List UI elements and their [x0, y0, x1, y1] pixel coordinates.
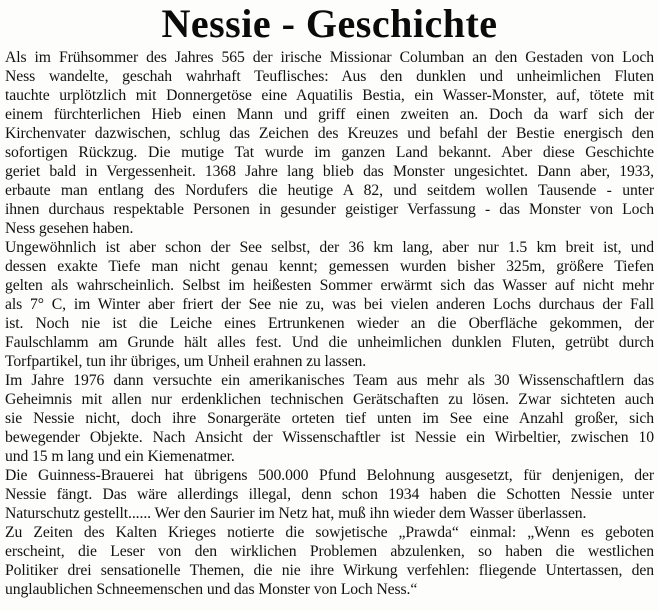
text-line: sie Nessie nicht, doch ihre Sonargeräte orteten tief unten im See eine Anzahl großer, sich — [5, 410, 654, 427]
text-line: Im Jahre 1976 dann versuchte ein amerikanisches Team aus mehr als 30 Wissenschaftlern das — [5, 372, 654, 389]
text-line: als 7° C, im Winter aber friert der See nie zu, was bei vielen anderen Lochs durchaus der Fall — [5, 296, 654, 313]
text-line: tauchte urplötzlich mit Donnergetöse eine Aquatilis Bestia, ein Wasser-Monster, auf, tötete mit — [5, 87, 654, 104]
paragraph — [5, 238, 654, 371]
text-line: Die Guinness-Brauerei hat übrigens 500.000 Pfund Belohnung ausgesetzt, für denjenigen, der — [5, 467, 654, 484]
text-line: erscheint, die Leser von den wirklichen Problemen abzulenken, so haben die westlichen — [5, 543, 654, 560]
text-line: Zu Zeiten des Kalten Krieges notierte die sowjetische „Prawda“ einmal: „Wenn es geboten — [5, 524, 654, 541]
text-line: sofortigen Rückzug. Die mutige Tat wurde im ganzen Land bekannt. Aber diese Geschichte — [5, 144, 654, 161]
text-line: unglaublichen Schneemenschen und das Monster von Loch Ness.“ — [5, 581, 418, 598]
text-line: Naturschutz gestellt...... Wer den Saurier im Netz hat, muß ihn wieder dem Wasser überlassen. — [5, 505, 587, 522]
text-line: Ungewöhnlich ist aber schon der See selbst, der 36 km lang, aber nur 1.5 km breit ist, und — [5, 239, 654, 256]
text-line: Politiker drei sensationelle Themen, die nie ihre Wirkung verfehlen: fliegende Untertassen, den — [5, 562, 654, 579]
paragraph — [5, 48, 654, 238]
text-line: erbaute man entlang des Nordufers die heutige A 82, und seitdem wollen Tausende - unter — [5, 182, 654, 199]
paragraph — [5, 466, 654, 523]
document-title: Nessie - Geschichte — [161, 1, 498, 46]
paragraph — [5, 371, 654, 466]
text-line: Faulschlamm am Grunde hält alles fest. Und die unheimlichen dunklen Fluten, getrübt durch — [5, 334, 654, 351]
text-line: Geheimnis mit allen nur erdenklichen technischen Gerätschaften zu lösen. Zwar sichteten auch — [5, 391, 654, 408]
text-line: bewegender Objekte. Nach Ansicht der Wissenschaftler ist Nessie ein Wirbeltier, zwischen 10 — [5, 429, 654, 446]
text-line: ist. Noch nie ist die Leiche eines Ertrunkenen wieder an die Oberfläche gekommen, der — [5, 315, 654, 332]
text-line: geriet bald in Vergessenheit. 1368 Jahre lang blieb das Monster ungesichtet. Dann aber, 1933, — [5, 163, 654, 180]
paragraph — [5, 523, 654, 599]
text-line: Ness gesehen haben. — [5, 220, 134, 237]
text-line: gelten als wahrscheinlich. Selbst im heißesten Sommer erwärmt sich das Wasser auf nicht mehr — [5, 277, 654, 294]
text-line: Als im Frühsommer des Jahres 565 der irische Missionar Columban an den Gestaden von Loch — [5, 49, 654, 66]
text-line: Ness wandelte, geschah wahrhaft Teuflisches: Aus den dunklen und unheimlichen Fluten — [5, 68, 654, 85]
text-line: dessen exakte Tiefe man nicht genau kennt; gemessen wurden bisher 325m, größere Tiefen — [5, 258, 654, 275]
text-line: einem fürchterlichen Hieb einen Mann und griff einen zweiten an. Doch da warf sich der — [5, 106, 654, 123]
text-line: und 15 m lang und ein Kiemenatmer. — [5, 448, 235, 465]
text-line: Nessie fängt. Das wäre allerdings illegal, denn schon 1934 haben die Schotten Nessie unter — [5, 486, 654, 503]
text-line: Torfpartikel, tun ihr übriges, um Unheil erahnen zu lassen. — [5, 353, 367, 370]
text-line: Kirchenvater dazwischen, schlug das Zeichen des Kreuzes und befahl der Bestie energisch den — [5, 125, 654, 142]
text-line: ihnen durchaus respektable Personen in gesunder geistiger Verfassung - das Monster von Loch — [5, 201, 654, 218]
